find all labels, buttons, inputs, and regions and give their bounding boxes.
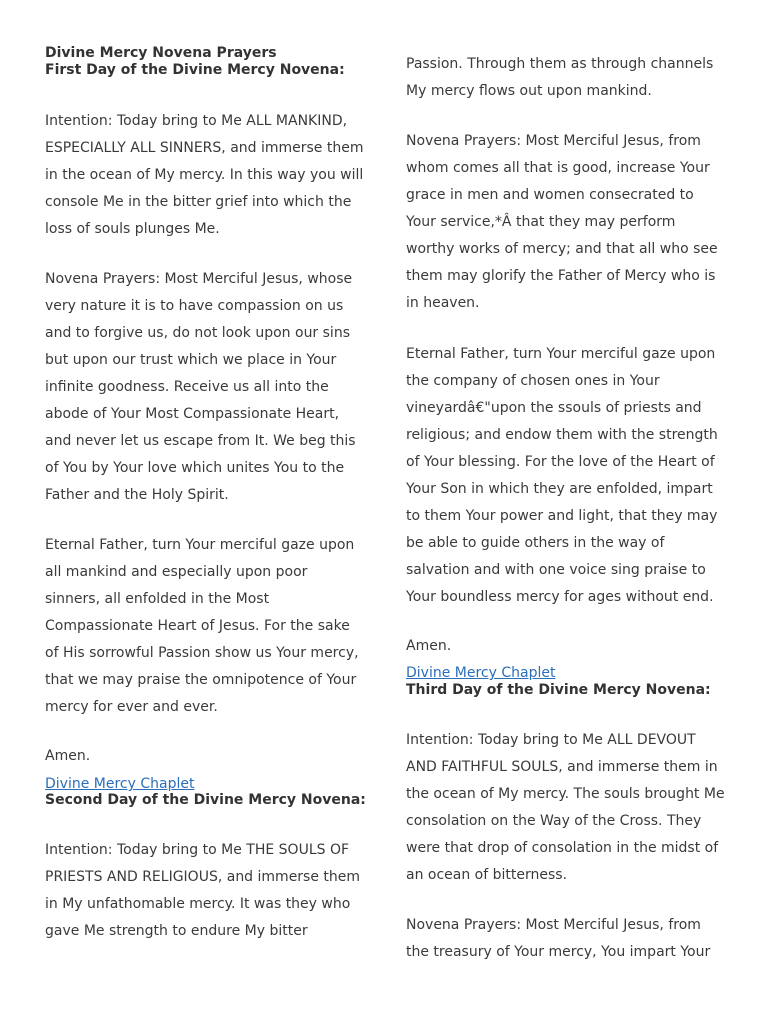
text-line: consolation on the Way of the Cross. They — [406, 813, 702, 829]
text-line: were that drop of consolation in the midst of — [406, 840, 719, 856]
text-line: infinite goodness. Receive us all into the — [45, 379, 329, 395]
text-line: salvation and with one voice sing praise to — [406, 562, 706, 578]
text-line: Father and the Holy Spirit. — [45, 487, 229, 503]
text-line: loss of souls plunges Me. — [45, 221, 220, 237]
text-line: in My unfathomable mercy. It was they who — [45, 896, 351, 912]
day2-intention-continued — [406, 51, 713, 105]
day1-heading: First Day of the Divine Mercy Novena: — [45, 62, 345, 78]
text-line: in heaven. — [406, 295, 480, 311]
text-line: Compassionate Heart of Jesus. For the sake — [45, 618, 350, 634]
text-line: ESPECIALLY ALL SINNERS, and immerse them — [45, 140, 364, 156]
text-line: of His sorrowful Passion show us Your mercy, — [45, 645, 359, 661]
text-line: an ocean of bitterness. — [406, 867, 568, 883]
text-line: be able to guide others in the way of — [406, 535, 665, 551]
text-line: Intention: Today bring to Me THE SOULS OF — [45, 842, 350, 858]
text-line: all mankind and especially upon poor — [45, 564, 308, 580]
day2-eternal-father-paragraph — [406, 341, 718, 611]
text-line: the ocean of My mercy. The souls brought Me — [406, 786, 725, 802]
text-line: My mercy flows out upon mankind. — [406, 83, 652, 99]
day3-novena-paragraph — [406, 912, 710, 966]
day2-amen: Amen. — [406, 638, 452, 654]
text-line: them may glorify the Father of Mercy who is — [406, 268, 716, 284]
day3-intention-paragraph — [406, 727, 725, 889]
text-line: religious; and endow them with the strength — [406, 427, 718, 443]
text-line: Intention: Today bring to Me ALL DEVOUT — [406, 732, 696, 748]
text-line: Novena Prayers: Most Merciful Jesus, from — [406, 917, 701, 933]
text-line: very nature it is to have compassion on us — [45, 298, 344, 314]
text-line: Your service,*Â that they may perform — [406, 214, 676, 230]
day2-heading: Second Day of the Divine Mercy Novena: — [45, 792, 366, 808]
text-line: PRIESTS AND RELIGIOUS, and immerse them — [45, 869, 361, 885]
text-line: the treasury of Your mercy, You impart Your — [406, 944, 711, 960]
text-line: grace in men and women consecrated to — [406, 187, 694, 203]
text-line: Intention: Today bring to Me ALL MANKIND, — [45, 113, 348, 129]
text-line: the company of chosen ones in Your — [406, 373, 660, 389]
text-line: mercy for ever and ever. — [45, 699, 218, 715]
text-line: and to forgive us, do not look upon our sins — [45, 325, 350, 341]
text-line: and never let us escape from It. We beg this — [45, 433, 356, 449]
day1-eternal-father-paragraph — [45, 532, 359, 721]
text-line: but upon our trust which we place in Your — [45, 352, 337, 368]
text-line: of Your blessing. For the love of the Heart of — [406, 454, 715, 470]
text-line: vineyardâ€"upon the ssouls of priests and — [406, 400, 702, 416]
text-line: whom comes all that is good, increase Your — [406, 160, 710, 176]
text-line: sinners, all enfolded in the Most — [45, 591, 270, 607]
text-line: Novena Prayers: Most Merciful Jesus, from — [406, 133, 701, 149]
text-line: Eternal Father, turn Your merciful gaze upon — [406, 346, 716, 362]
divine-mercy-chaplet-link[interactable]: Divine Mercy Chaplet — [45, 776, 195, 792]
day2-intention-paragraph — [45, 837, 360, 945]
day1-intention-paragraph — [45, 108, 364, 243]
divine-mercy-chaplet-link[interactable]: Divine Mercy Chaplet — [406, 665, 556, 681]
text-line: in the ocean of My mercy. In this way you will — [45, 167, 364, 183]
text-line: that we may praise the omnipotence of Your — [45, 672, 357, 688]
text-line: AND FAITHFUL SOULS, and immerse them in — [406, 759, 718, 775]
document-title: Divine Mercy Novena Prayers — [45, 45, 277, 61]
text-line: Eternal Father, turn Your merciful gaze upon — [45, 537, 355, 553]
text-line: console Me in the bitter grief into which the — [45, 194, 352, 210]
text-line: of You by Your love which unites You to the — [45, 460, 345, 476]
day1-amen: Amen. — [45, 748, 91, 764]
text-line: Passion. Through them as through channels — [406, 56, 714, 72]
day3-heading: Third Day of the Divine Mercy Novena: — [406, 682, 711, 698]
text-line: worthy works of mercy; and that all who see — [406, 241, 718, 257]
day1-novena-paragraph — [45, 266, 356, 509]
text-line: Your Son in which they are enfolded, impart — [406, 481, 713, 497]
text-line: abode of Your Most Compassionate Heart, — [45, 406, 340, 422]
text-line: Novena Prayers: Most Merciful Jesus, whose — [45, 271, 353, 287]
text-line: to them Your power and light, that they may — [406, 508, 718, 524]
text-line: gave Me strength to endure My bitter — [45, 923, 308, 939]
day2-novena-paragraph — [406, 128, 718, 317]
text-line: Your boundless mercy for ages without end. — [406, 589, 714, 605]
